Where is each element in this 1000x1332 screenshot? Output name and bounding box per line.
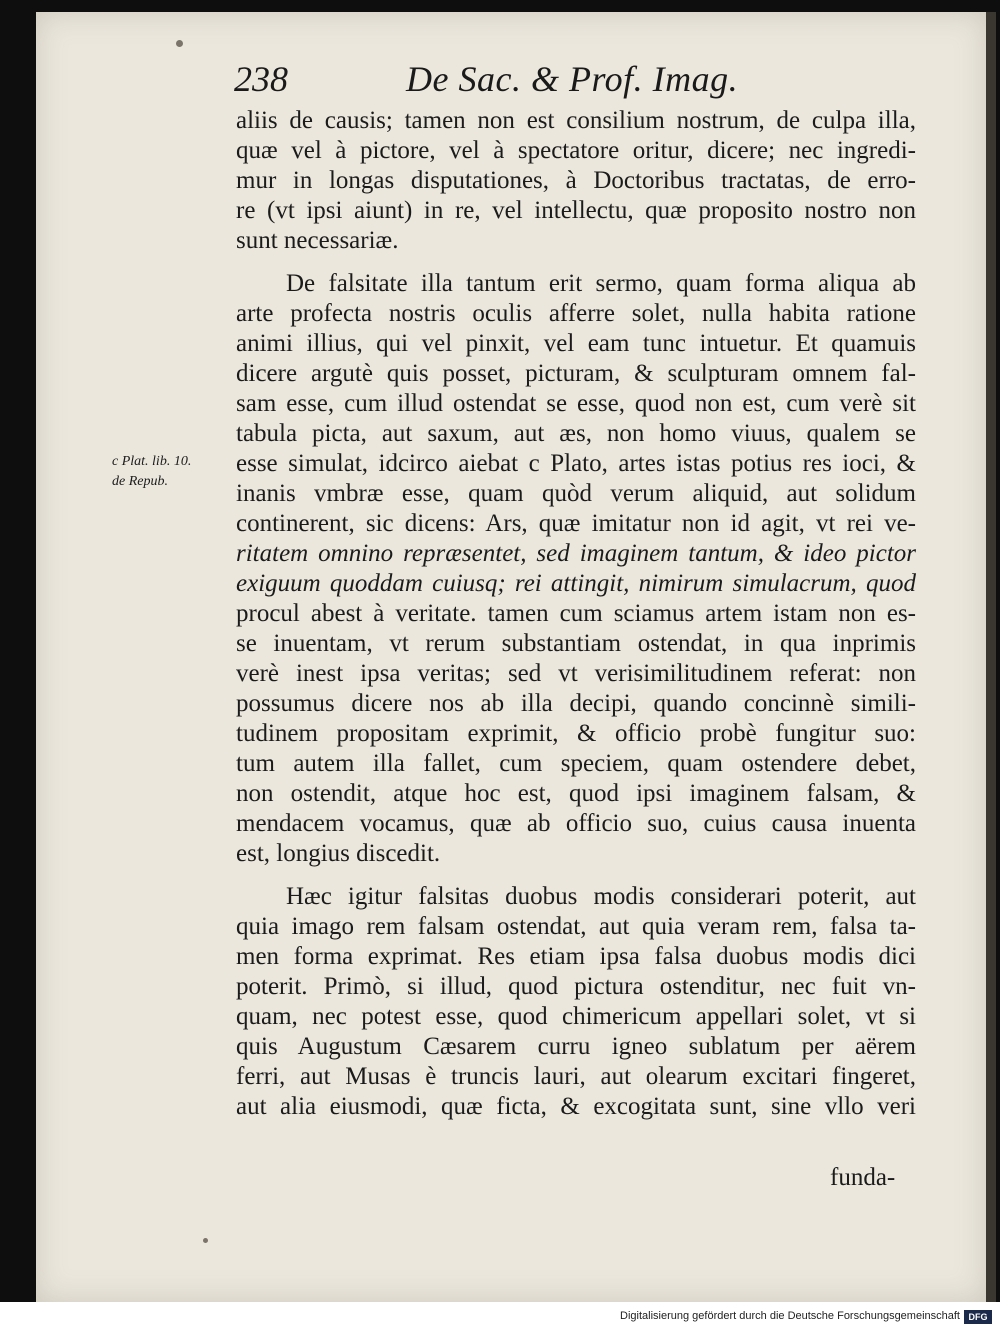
funding-credit: Digitalisierung gefördert durch die Deutsche Forschungsgemeinschaft [620,1310,960,1322]
text-line: quia imago rem falsam ostendat, aut quia veram rem, falsa ta- [236,913,916,940]
text-line: exiguum quoddam cuiusq; rei attingit, nimirum simulacrum, quod [236,570,916,597]
text-line: dicere argutè quis posset, picturam, & sculpturam omnem fal- [236,360,916,387]
text-line: ritatem omnino repræsentet, sed imaginem tantum, & ideo pictor [236,540,916,567]
margin-note-line: de Repub. [112,474,168,489]
text-line: se inuentam, vt rerum substantiam ostendat, in qua inprimis [236,630,916,657]
text-line: poterit. Primò, si illud, quod pictura ostenditur, nec fuit vn- [236,973,916,1000]
text-line: inanis vmbræ esse, quam quòd verum aliquid, aut solidum [236,480,916,507]
text-line: quæ vel à pictore, vel à spectatore oritur, dicere; nec ingredi- [236,137,916,164]
margin-note-line: c Plat. lib. 10. [112,454,192,469]
text-line: quam, nec potest esse, quod chimericum appellari solet, vt si [236,1003,916,1030]
text-line: aut alia eiusmodi, quæ ficta, & excogitata sunt, sine vllo veri [236,1093,916,1120]
paper-spot [176,40,183,47]
catchword: funda- [830,1164,896,1191]
text-line: Hæc igitur falsitas duobus modis considerari poterit, aut [286,883,916,910]
text-line: men forma exprimat. Res etiam ipsa falsa duobus modis dici [236,943,916,970]
text-line: aliis de causis; tamen non est consilium nostrum, de culpa illa, [236,107,916,134]
text-line: tabula picta, aut saxum, aut æs, non homo viuus, qualem se [236,420,916,447]
dfg-logo-icon: DFG [964,1310,992,1324]
text-line: tudinem propositam exprimit, & officio probè fungitur suo: [236,720,916,747]
text-line: est, longius discedit. [236,840,441,867]
text-line: arte profecta nostris oculis afferre solet, nulla habita ratione [236,300,916,327]
running-title: De Sac. & Prof. Imag. [406,59,739,99]
text-line: esse simulat, idcirco aiebat c Plato, artes istas potius res ioci, & [236,450,916,477]
paper-spot [203,1238,208,1243]
body-text [236,106,916,1122]
text-line: procul abest à veritate. tamen cum sciamus artem istam non es- [236,600,916,627]
text-line: continerent, sic dicens: Ars, quæ imitatur non id agit, vt rei ve- [236,510,916,537]
footer-bar [0,1302,1000,1332]
text-line: re (vt ipsi aiunt) in re, vel intellectu, quæ proposito nostro non [236,197,916,224]
margin-note [112,452,232,492]
text-line: possumus dicere nos ab illa decipi, quando concinnè simili- [236,690,916,717]
page-number: 238 [234,59,288,99]
page-header [234,58,934,102]
text-line: ferri, aut Musas è truncis lauri, aut olearum excitari fingeret, [236,1063,916,1090]
text-line: De falsitate illa tantum erit sermo, quam forma aliqua ab [286,270,916,297]
text-line: mendacem vocamus, quæ ab officio suo, cuius causa inuenta [236,810,916,837]
text-line: sunt necessariæ. [236,227,399,254]
text-line: quis Augustum Cæsarem curru igneo sublatum per aërem [236,1033,916,1060]
text-line: tum autem illa fallet, cum speciem, quam ostendere debet, [236,750,916,777]
next-page-edge [986,12,996,1302]
text-line: verè inest ipsa veritas; sed vt verisimilitudinem referat: non [236,660,916,687]
text-line: mur in longas disputationes, à Doctoribus tractatas, de erro- [236,167,916,194]
text-line: sam esse, cum illud ostendat se esse, quod non est, cum verè sit [236,390,916,417]
text-line: animi illius, qui vel pinxit, vel eam tunc intuetur. Et quamuis [236,330,916,357]
text-line: non ostendit, atque hoc est, quod ipsi imaginem falsam, & [236,780,916,807]
